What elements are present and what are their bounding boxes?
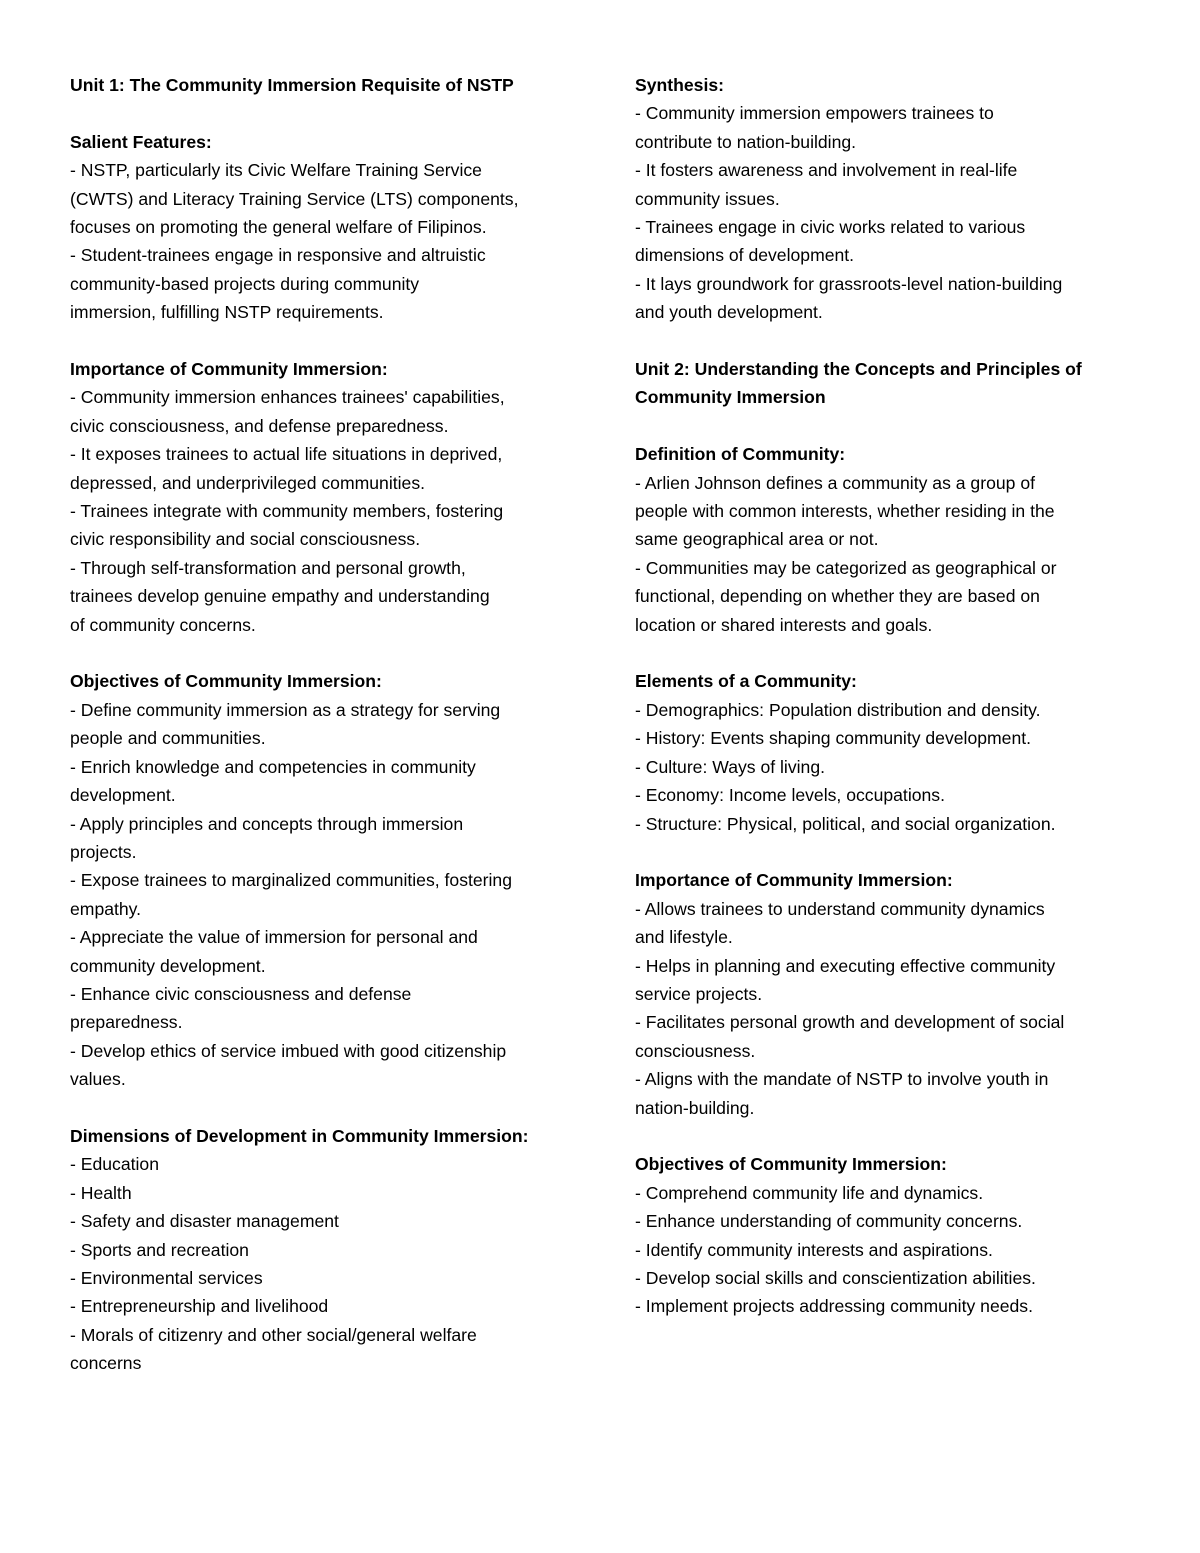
text-line: - Safety and disaster management [70, 1211, 339, 1232]
definition-section [635, 440, 1125, 639]
text-line: depressed, and underprivileged communities. [70, 472, 426, 493]
text-line: values. [70, 1069, 126, 1090]
text-line: - Student-trainees engage in responsive and altruistic [70, 245, 486, 266]
text-line: - Appreciate the value of immersion for personal and [70, 927, 478, 948]
text-line: - Trainees engage in civic works related to various [635, 217, 1026, 238]
synthesis-section [635, 71, 1125, 327]
text-line: - Trainees integrate with community members, fostering [70, 501, 504, 522]
text-line: - Culture: Ways of living. [635, 756, 826, 777]
right-column [635, 71, 1125, 1321]
text-line: community development. [70, 955, 266, 976]
text-line: - Environmental services [70, 1268, 263, 1288]
text-line: - Enrich knowledge and competencies in community [70, 756, 476, 777]
text-line: development. [70, 785, 176, 806]
text-line: - History: Events shaping community development. [635, 728, 1032, 749]
text-line: - Education [70, 1154, 159, 1175]
elements-section [635, 667, 1125, 837]
text-line: - It lays groundwork for grassroots-level nation-building [635, 273, 1063, 294]
text-line: and youth development. [635, 302, 823, 323]
spacer [635, 412, 1125, 440]
text-line: concerns [70, 1353, 142, 1374]
unit-title-line: Community Immersion [635, 387, 826, 408]
text-line: - Community immersion enhances trainees' capabilities, [70, 387, 505, 408]
text-line: service projects. [635, 983, 763, 1004]
text-line: community issues. [635, 188, 780, 209]
salient-features-section [70, 128, 570, 327]
text-line: - Entrepreneurship and livelihood [70, 1296, 329, 1317]
dimensions-section [70, 1122, 570, 1378]
text-line: civic consciousness, and defense preparedness. [70, 415, 449, 436]
text-line: - Through self-transformation and personal growth, [70, 557, 466, 578]
text-line: - Community immersion empowers trainees to [635, 103, 994, 124]
text-line: contribute to nation-building. [635, 131, 857, 152]
text-line: - Expose trainees to marginalized communities, fostering [70, 870, 512, 891]
text-line: projects. [70, 841, 137, 862]
spacer [635, 639, 1125, 667]
text-line: - Identify community interests and aspirations. [635, 1239, 993, 1260]
text-line: and lifestyle. [635, 927, 733, 948]
text-line: community-based projects during community [70, 273, 420, 294]
unit-1-title: Unit 1: The Community Immersion Requisite of NSTP [70, 75, 514, 95]
text-line: location or shared interests and goals. [635, 614, 933, 635]
text-line: - Arlien Johnson defines a community as a group of [635, 472, 1035, 493]
spacer [70, 327, 570, 355]
section-heading: Elements of a Community: [635, 671, 857, 692]
text-line: civic responsibility and social consciousness. [70, 529, 421, 550]
unit-title-line: Unit 2: Understanding the Concepts and Principles of [635, 359, 1082, 380]
spacer [70, 639, 570, 667]
text-line: - Implement projects addressing community needs. [635, 1296, 1033, 1317]
text-line: functional, depending on whether they are based on [635, 586, 1040, 607]
text-line: - Define community immersion as a strategy for serving [70, 699, 501, 720]
section-heading: Objectives of Community Immersion: [70, 671, 382, 692]
text-line: same geographical area or not. [635, 529, 879, 550]
text-line: - Facilitates personal growth and development of social [635, 1012, 1065, 1033]
section-heading: Definition of Community: [635, 444, 846, 465]
importance-section-2 [635, 866, 1125, 1122]
text-line: - NSTP, particularly its Civic Welfare Training Service [70, 160, 482, 181]
text-line: - Allows trainees to understand community dynamics [635, 898, 1045, 919]
text-line: - Communities may be categorized as geographical or [635, 557, 1057, 578]
text-line: - Sports and recreation [70, 1239, 249, 1260]
text-line: (CWTS) and Literacy Training Service (LTS) components, [70, 188, 519, 209]
text-line: - Enhance civic consciousness and defense [70, 983, 412, 1004]
spacer [635, 838, 1125, 866]
text-line: - Aligns with the mandate of NSTP to involve youth in [635, 1069, 1049, 1090]
spacer [70, 1094, 570, 1122]
text-line: consciousness. [635, 1040, 756, 1061]
objectives-section-2 [635, 1150, 1125, 1320]
text-line: dimensions of development. [635, 245, 855, 266]
text-line: - Helps in planning and executing effective community [635, 955, 1056, 976]
text-line: focuses on promoting the general welfare of Filipinos. [70, 217, 487, 238]
text-line: nation-building. [635, 1097, 755, 1118]
text-line: - Demographics: Population distribution and density. [635, 699, 1041, 720]
text-line: - Health [70, 1182, 132, 1203]
spacer [635, 1122, 1125, 1150]
text-line: empathy. [70, 898, 142, 919]
section-heading: Salient Features: [70, 131, 212, 152]
text-line: people with common interests, whether residing in the [635, 501, 1055, 522]
section-heading: Objectives of Community Immersion: [635, 1154, 947, 1175]
spacer [635, 327, 1125, 355]
spacer [70, 99, 570, 127]
text-line: - Comprehend community life and dynamics. [635, 1182, 984, 1203]
section-heading: Synthesis: [635, 75, 724, 95]
text-line: people and communities. [70, 728, 266, 749]
importance-section [70, 355, 570, 639]
text-line: - It exposes trainees to actual life situations in deprived, [70, 444, 503, 465]
text-line: - Morals of citizenry and other social/general welfare [70, 1324, 477, 1345]
text-line: - Apply principles and concepts through immersion [70, 813, 464, 834]
left-column [70, 71, 570, 1378]
text-line: of community concerns. [70, 614, 256, 635]
text-line: trainees develop genuine empathy and understanding [70, 586, 490, 607]
section-heading: Importance of Community Immersion: [635, 870, 953, 891]
text-line: - Enhance understanding of community concerns. [635, 1211, 1023, 1232]
text-line: - It fosters awareness and involvement in real-life [635, 160, 1018, 181]
text-line: - Economy: Income levels, occupations. [635, 785, 945, 806]
text-line: immersion, fulfilling NSTP requirements. [70, 302, 384, 323]
section-heading: Dimensions of Development in Community Immersion: [70, 1125, 529, 1146]
unit-2-title [635, 355, 1125, 412]
objectives-section [70, 667, 570, 1093]
text-line: - Develop ethics of service imbued with good citizenship [70, 1040, 507, 1061]
text-line: - Develop social skills and conscientization abilities. [635, 1267, 1036, 1288]
text-line: preparedness. [70, 1012, 183, 1033]
section-heading: Importance of Community Immersion: [70, 359, 388, 380]
text-line: - Structure: Physical, political, and social organization. [635, 813, 1056, 834]
